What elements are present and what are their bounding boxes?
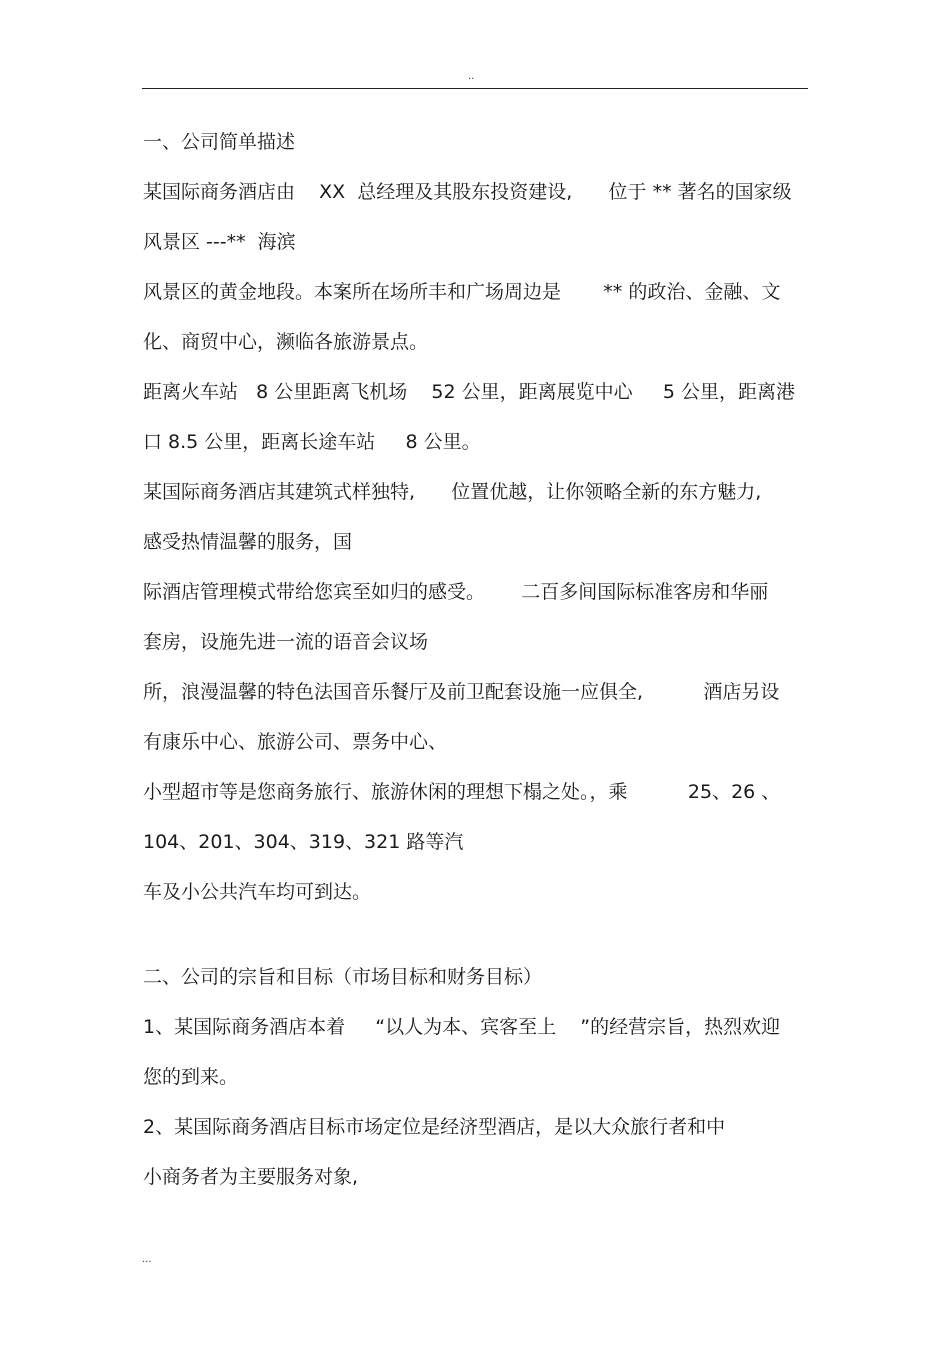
paragraph-line: 小商务者为主要服务对象, (143, 1166, 359, 1188)
paragraph-line: 小型超市等是您商务旅行、旅游休闲的理想下榻之处。，乘 25、26 、 (143, 781, 781, 803)
paragraph-line: 所，浪漫温馨的特色法国音乐餐厅及前卫配套设施一应俱全, 酒店另设 (143, 681, 780, 703)
header-rule (142, 88, 808, 89)
paragraph-line: 口 8.5 公里，距离长途车站 8 公里。 (143, 431, 481, 453)
section-heading-1: 一、公司简单描述 (143, 131, 296, 153)
paragraph-line: 车及小公共汽车均可到达。 (143, 881, 372, 903)
paragraph-line: 化、商贸中心，濒临各旅游景点。 (143, 331, 429, 353)
paragraph-line: 某国际商务酒店其建筑式样独特, 位置优越，让你领略全新的东方魅力, (143, 481, 762, 503)
paragraph-line: 感受热情温馨的服务，国 (143, 531, 353, 553)
paragraph-line: 您的到来。 (143, 1066, 239, 1088)
paragraph-line: 1、某国际商务酒店本着 “以人为本、宾客至上 ”的经营宗旨，热烈欢迎 (143, 1016, 781, 1038)
paragraph-line: 2、某国际商务酒店目标市场定位是经济型酒店，是以大众旅行者和中 (143, 1116, 726, 1138)
paragraph-line: 风景区的黄金地段。本案所在场所丰和广场周边是 ** 的政治、金融、文 (143, 281, 781, 303)
paragraph-line: 有康乐中心、旅游公司、票务中心、 (143, 731, 448, 753)
paragraph-line: 际酒店管理模式带给您宾至如归的感受。 二百多间国际标准客房和华丽 (143, 581, 769, 603)
paragraph-line: 某国际商务酒店由 XX 总经理及其股东投资建设, 位于 ** 著名的国家级 (143, 181, 792, 203)
footer-mark: ... (142, 1254, 152, 1265)
section-heading-2: 二、公司的宗旨和目标（市场目标和财务目标） (143, 966, 543, 988)
paragraph-line: 风景区 ---** 海滨 (143, 231, 296, 253)
paragraph-line: 距离火车站 8 公里距离飞机场 52 公里，距离展览中心 5 公里，距离港 (143, 381, 795, 403)
header-mark: .. (468, 71, 475, 82)
paragraph-line: 套房，设施先进一流的语音会议场 (143, 631, 429, 653)
paragraph-line: 104、201、304、319、321 路等汽 (143, 831, 464, 853)
